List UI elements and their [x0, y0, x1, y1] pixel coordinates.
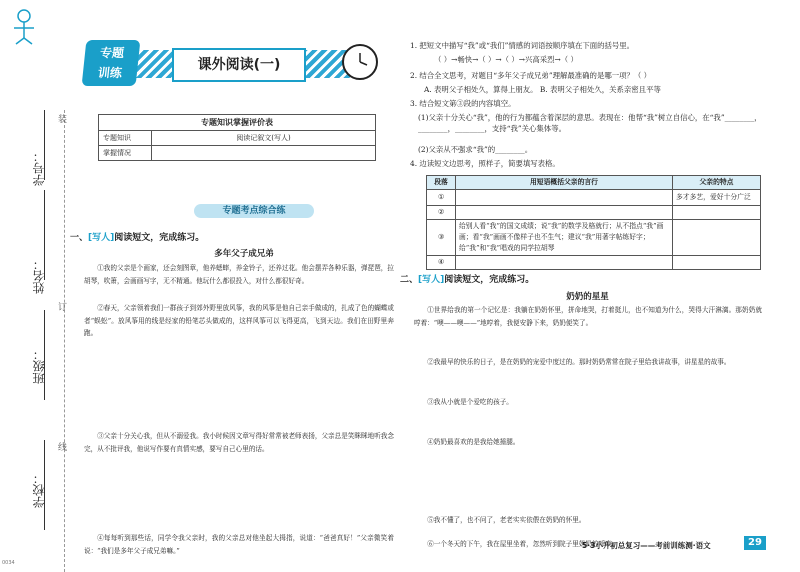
question-1: 1. 把短文中描写“我”或“我们”情感的词语按顺序填在下面的括号里。	[410, 41, 635, 50]
banner-title: 课外阅读(一)	[172, 48, 306, 82]
topic-badge	[82, 40, 141, 86]
name-label: 姓名：	[32, 258, 46, 294]
table-row	[427, 206, 761, 220]
question-2-options[interactable]: A. 表明父子相处久，算得上朋友。 B. 表明父子相处久，关系亲密且平等	[424, 85, 661, 94]
section-banner-label: 专题考点综合练	[194, 204, 314, 218]
col-header: 用短语概括父亲的言行	[456, 176, 673, 190]
row-number: ③	[427, 220, 456, 256]
table-row	[427, 256, 761, 270]
deed-cell: 给别人看“我”的国文成绩；说“我”的数学及格就行；从不指点“我”画画；看“我”画画不像样子也不生气；建议“我”用著字帖练好字；给“我”和“我”唱戏的同学拉胡琴	[456, 220, 673, 256]
row-number: ①	[427, 190, 456, 206]
eval-label: 掌握情况	[99, 146, 152, 161]
trait-cell[interactable]	[673, 206, 761, 220]
cut-line	[64, 110, 65, 572]
deed-cell[interactable]	[456, 256, 673, 270]
col-header: 段落	[427, 176, 456, 190]
row-number: ④	[427, 256, 456, 270]
question-3: 3. 结合短文第③段的内容填空。	[410, 99, 516, 108]
question-1-answer[interactable]: （ ）→畅快→（ ）→（ ）→兴高采烈→（ ）	[434, 55, 578, 64]
corner-code: 0034	[2, 560, 15, 566]
trait-cell[interactable]	[673, 220, 761, 256]
right-column	[400, 40, 765, 560]
eval-label: 专题知识	[99, 131, 152, 146]
clock-icon	[342, 44, 378, 80]
table-header-row	[427, 176, 761, 190]
section2-paragraph: ①世界给我的第一个记忆是：我躺在奶奶怀里，拼命地哭，打着挺儿，也不知道为什么，哭得大汗淋漓。那奶奶就哼着：“噢——噢——”地哼着，我便安静下来，奶奶便笑了。	[414, 306, 762, 327]
table-row	[427, 220, 761, 256]
id-label: 学号：	[32, 150, 46, 186]
school-line	[44, 440, 45, 530]
binding-margin	[0, 0, 78, 572]
section2-paragraph: ②我最早的快乐的日子，是在奶奶的宠爱中度过的。那时奶奶常常在院子里给我讲故事，讲星星的故事。	[427, 358, 731, 366]
section2-paragraph: ④奶奶最喜欢的是我给她捶腿。	[427, 438, 520, 446]
table-row	[99, 146, 376, 161]
school-label: 学校：	[32, 472, 46, 508]
topic-banner	[84, 46, 384, 80]
section1-number: 一、	[70, 233, 89, 243]
left-column	[70, 40, 404, 560]
eval-value-input[interactable]	[152, 146, 376, 161]
trait-cell: 多才多艺，爱好十分广泛	[673, 190, 761, 206]
section1-heading	[70, 230, 204, 243]
cut-mark: 订	[58, 303, 68, 313]
badge-line2: 训练	[97, 66, 123, 80]
section-banner	[194, 200, 314, 222]
section1-paragraph: ①我的父亲是个画家，还会刻图章，他养蟋蟀，养金铃子，还养过花。他会摆弄各种乐器，弹琵琶，拉胡琴，吹箫，会画画写字，无不精通。他玩什么都很投入，对什么都很好奇。	[84, 264, 394, 285]
section2-paragraph: ⑥一个冬天的下午，我在屋里坐着，忽然听到院子里奶奶的呼唤。	[427, 540, 619, 548]
question-3-2[interactable]: (2)父亲从不强求“我”的________。	[418, 145, 533, 154]
eval-table	[98, 114, 376, 161]
col-header: 父亲的特点	[673, 176, 761, 190]
section2-number: 二、	[400, 275, 419, 285]
page-number: 29	[744, 536, 766, 550]
cut-mark: 线	[58, 443, 68, 453]
deed-cell[interactable]	[456, 190, 673, 206]
badge-line1: 专题	[99, 46, 125, 60]
eval-table-header: 专题知识掌握评价表	[99, 115, 376, 131]
deed-cell[interactable]	[456, 206, 673, 220]
section2-title: 奶奶的星星	[566, 292, 609, 302]
section2-paragraph: ⑤我不懂了，也不问了，老老实实依偎在奶奶的怀里。	[427, 516, 586, 524]
cut-mark: 装	[58, 115, 68, 125]
section1-paragraph: ④每每听到那些话，同学令我父亲时，我的父亲总对他坐起大拇指，说道：“爸爸真好！”父亲微笑着说：“我们是多年父子成兄弟嘛。”	[84, 534, 394, 555]
section1-paragraph: ③父亲十分关心我，但从不溺爱我。我小时候因文章写得好常常被老师表扬，父亲总是笑眯眯地听我念完，从不批评我，他说写作要有真情实感，要写自己心里的话。	[84, 432, 394, 453]
class-label: 班级：	[32, 348, 46, 384]
section2-tag: [写人]	[418, 275, 445, 285]
class-line	[44, 310, 45, 400]
mascot-icon	[4, 6, 44, 46]
id-line	[44, 110, 45, 180]
eval-value: 阅读记叙文(写人)	[152, 131, 376, 146]
section2-instruction: 阅读短文，完成练习。	[444, 275, 535, 285]
answer-table	[426, 175, 761, 270]
name-line	[44, 190, 45, 280]
section1-tag: [写人]	[88, 233, 115, 243]
question-3-1[interactable]: (1)父亲十分关心“我”，他的行为都蕴含着深层的意思。表现在：他帮“我”树立自信心，在“我”________，________，________，支持“我”关心集体等。	[418, 113, 762, 133]
question-2: 2. 结合全文思考，对题目“多年父子成兄弟”理解最准确的是哪一项？（ ）	[410, 71, 652, 80]
section2-heading	[400, 272, 534, 285]
section2-paragraph: ③我从小就是个爱吃的孩子。	[427, 398, 513, 406]
section1-title: 多年父子成兄弟	[214, 249, 274, 259]
table-row	[99, 131, 376, 146]
row-number: ②	[427, 206, 456, 220]
question-4: 4. 边读短文边思考，照样子，简要填写表格。	[410, 159, 560, 168]
trait-cell[interactable]	[673, 256, 761, 270]
footer-text: 5·3小升初总复习——考前训练测·语文	[582, 541, 711, 550]
section1-paragraph: ②春天，父亲领着我们一群孩子到郊外野里放风筝，我的风筝是他自己亲手做成的，扎成了色的蝴蝶或者“蜈蚣”。放风筝用的线是经家的铅笔芯头做成的，这样风筝可以飞得更高，飞到天边。我们在田野里奔跑。	[84, 304, 394, 338]
clock-hands-icon	[344, 46, 376, 78]
section1-instruction: 阅读短文，完成练习。	[114, 233, 205, 243]
table-row	[427, 190, 761, 206]
